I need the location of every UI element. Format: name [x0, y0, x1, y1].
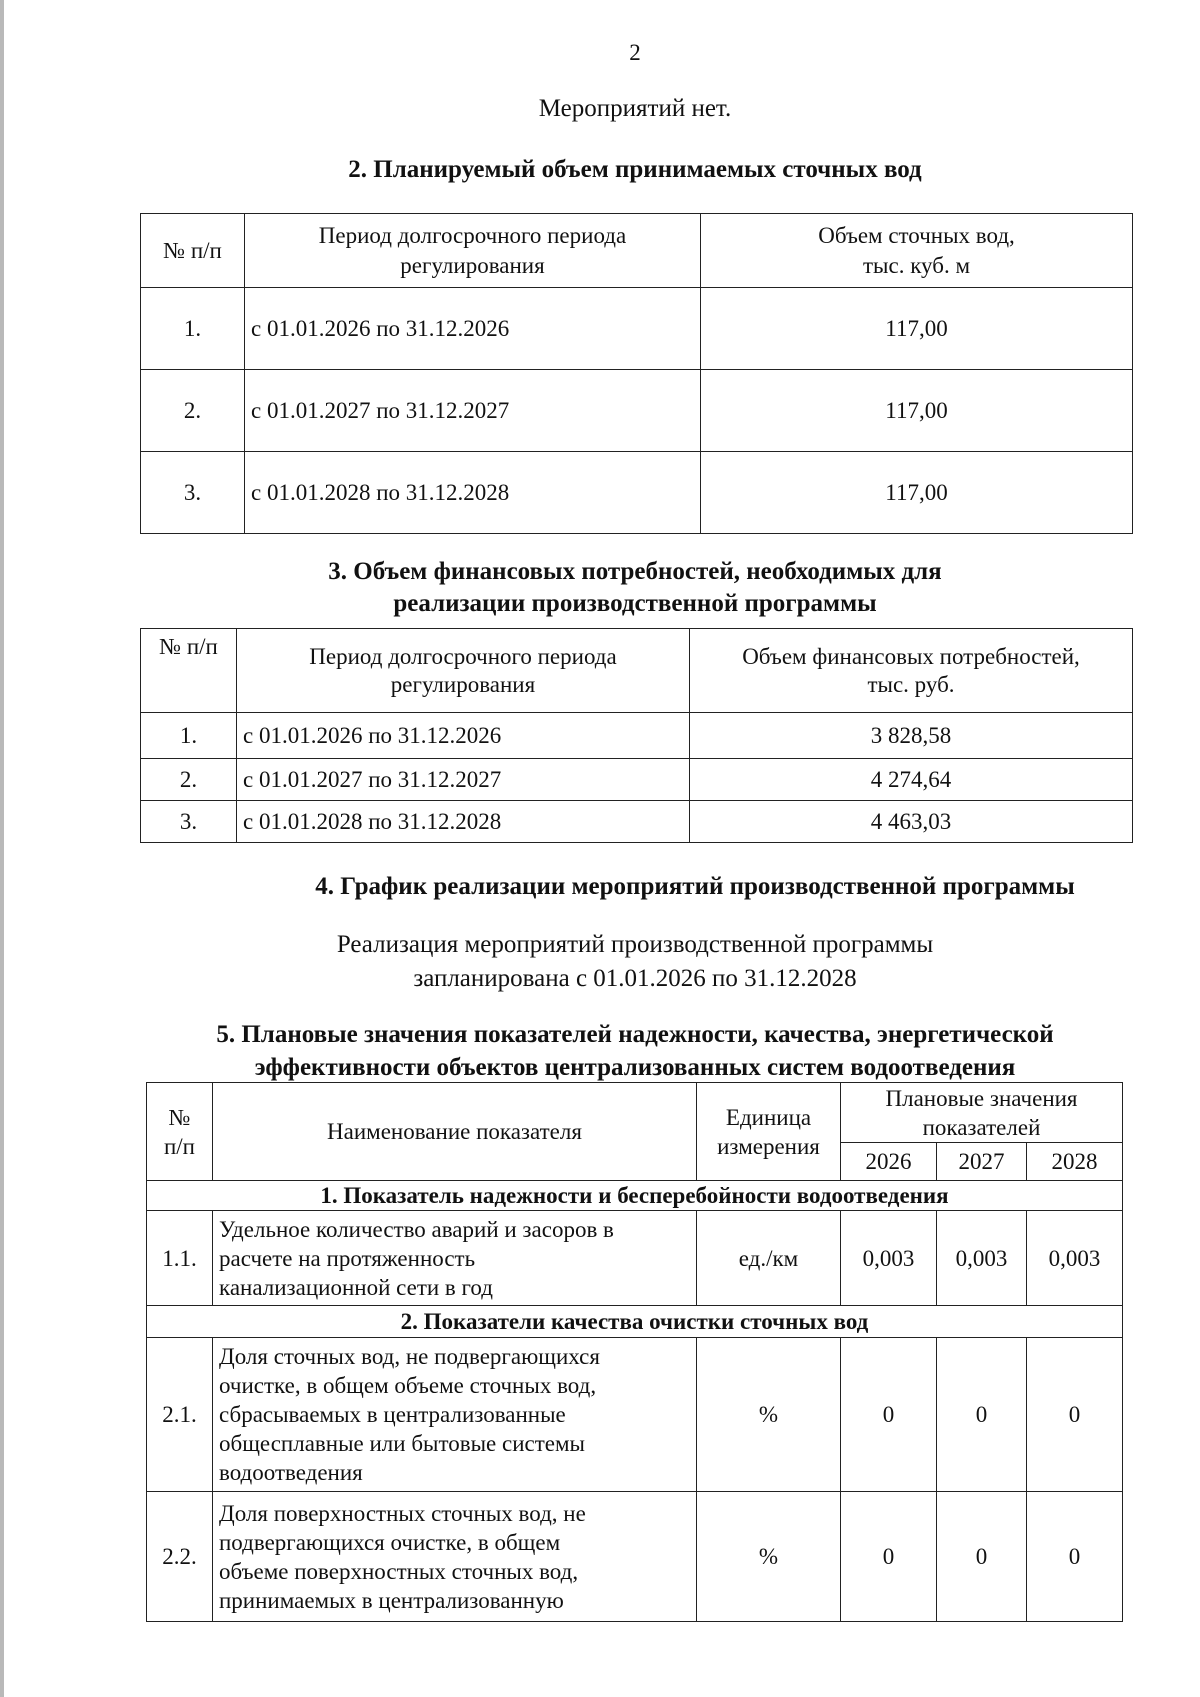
name-line: сбрасываемых в централизованные — [219, 1402, 566, 1427]
row-value: 3 828,58 — [690, 713, 1133, 759]
col-header-plan — [841, 1083, 1123, 1143]
row-period: с 01.01.2026 по 31.12.2026 — [245, 288, 701, 370]
header-line: тыс. куб. м — [862, 252, 970, 278]
financial-needs-table — [140, 628, 1133, 843]
row-num: 3. — [141, 801, 237, 843]
table-row — [141, 452, 1133, 534]
section5-title — [0, 1018, 1200, 1084]
table-row — [141, 759, 1133, 801]
row-value-2028: 0 — [1027, 1492, 1123, 1622]
table-header-row — [147, 1083, 1123, 1143]
name-line: объеме поверхностных сточных вод, — [219, 1558, 579, 1584]
title-line: реализации производственной программы — [393, 590, 877, 617]
row-indicator-name — [213, 1492, 697, 1622]
table-row — [141, 713, 1133, 759]
row-value-2027: 0 — [937, 1338, 1027, 1492]
header-line: № — [168, 1104, 191, 1130]
name-line: канализационной сети в год — [219, 1274, 493, 1300]
table-row — [147, 1338, 1123, 1492]
title-line: 5. Плановые значения показателей надежности, качества, энергетической — [216, 1021, 1054, 1048]
group-title-reliability: 1. Показатель надежности и бесперебойности водоотведения — [147, 1181, 1123, 1211]
table-row — [147, 1492, 1123, 1622]
no-measures-text: Мероприятий нет. — [538, 95, 732, 122]
row-value-2027: 0 — [937, 1492, 1027, 1622]
table-row — [141, 801, 1133, 843]
row-period: с 01.01.2028 по 31.12.2028 — [245, 452, 701, 534]
name-line: общесплавные или бытовые системы — [219, 1431, 585, 1456]
name-line: водоотведения — [219, 1460, 363, 1485]
row-value-2026: 0 — [841, 1338, 937, 1492]
row-value: 4 463,03 — [690, 801, 1133, 843]
text-line: запланирована с 01.01.2026 по 31.12.2028 — [413, 965, 857, 992]
table-row — [147, 1211, 1123, 1306]
row-num: 2. — [141, 759, 237, 801]
row-num: 2. — [141, 370, 245, 452]
row-value: 117,00 — [701, 452, 1133, 534]
title-line: 3. Объем финансовых потребностей, необходимых для — [328, 558, 942, 585]
text-line: Реализация мероприятий производственной программы — [336, 931, 934, 958]
row-value-2028: 0 — [1027, 1338, 1123, 1492]
header-line: Период долгосрочного периода — [318, 222, 627, 248]
section2-title: 2. Планируемый объем принимаемых сточных вод — [348, 156, 922, 183]
row-num: 2.2. — [147, 1492, 213, 1622]
col-header-period — [245, 214, 701, 288]
name-line: очистке, в общем объеме сточных вод, — [219, 1373, 597, 1398]
row-value-2027: 0,003 — [937, 1211, 1027, 1306]
header-line: п/п — [163, 1133, 195, 1159]
group-row — [147, 1306, 1123, 1338]
row-value-2028: 0,003 — [1027, 1211, 1123, 1306]
name-line: Доля сточных вод, не подвергающихся — [219, 1344, 600, 1369]
wastewater-volume-table — [140, 213, 1133, 534]
row-value-2026: 0 — [841, 1492, 937, 1622]
header-line: регулирования — [390, 671, 536, 697]
header-line: Единица — [725, 1104, 812, 1130]
scan-edge — [0, 0, 4, 1697]
col-header-name: Наименование показателя — [213, 1083, 697, 1181]
section4-text — [0, 928, 1200, 996]
title-line: эффективности объектов централизованных систем водоотведения — [254, 1054, 1016, 1081]
name-line: принимаемых в централизованную — [219, 1587, 564, 1613]
col-header-period — [237, 629, 690, 713]
row-unit: % — [697, 1338, 841, 1492]
header-line: Объем финансовых потребностей, — [742, 643, 1080, 669]
header-line: регулирования — [400, 252, 545, 278]
row-period: с 01.01.2028 по 31.12.2028 — [237, 801, 690, 843]
group-row — [147, 1181, 1123, 1211]
row-period: с 01.01.2027 по 31.12.2027 — [245, 370, 701, 452]
col-header-year: 2026 — [841, 1143, 937, 1181]
col-header-financial — [690, 629, 1133, 713]
row-num: 1.1. — [147, 1211, 213, 1306]
table-header-row — [141, 214, 1133, 288]
row-value: 117,00 — [701, 370, 1133, 452]
row-unit: ед./км — [697, 1211, 841, 1306]
row-indicator-name — [213, 1338, 697, 1492]
name-line: расчете на протяженность — [219, 1245, 476, 1271]
name-line: Доля поверхностных сточных вод, не — [219, 1500, 586, 1526]
col-header-year: 2028 — [1027, 1143, 1123, 1181]
row-num: 1. — [141, 713, 237, 759]
row-num: 2.1. — [147, 1338, 213, 1492]
header-line: Период долгосрочного периода — [309, 643, 617, 669]
group-title-quality: 2. Показатели качества очистки сточных вод — [147, 1306, 1123, 1338]
name-line: подвергающихся очистке, в общем — [219, 1529, 561, 1555]
name-line: Удельное количество аварий и засоров в — [219, 1216, 614, 1242]
header-line: Плановые значения — [885, 1085, 1078, 1111]
row-value-2026: 0,003 — [841, 1211, 937, 1306]
table-header-row — [141, 629, 1133, 713]
row-indicator-name — [213, 1211, 697, 1306]
header-line: тыс. руб. — [867, 671, 955, 697]
col-header-year: 2027 — [937, 1143, 1027, 1181]
col-header-num: № п/п — [141, 629, 237, 713]
col-header-volume — [701, 214, 1133, 288]
row-period: с 01.01.2026 по 31.12.2026 — [237, 713, 690, 759]
row-value: 4 274,64 — [690, 759, 1133, 801]
header-line: Объем сточных вод, — [818, 222, 1015, 248]
page-number: 2 — [629, 40, 641, 65]
row-num: 3. — [141, 452, 245, 534]
indicators-table — [146, 1082, 1123, 1622]
table-row — [141, 288, 1133, 370]
header-line: показателей — [922, 1114, 1041, 1140]
section4-title: 4. График реализации мероприятий производственной программы — [315, 873, 1075, 900]
section3-title — [0, 556, 1200, 620]
row-value: 117,00 — [701, 288, 1133, 370]
header-line: измерения — [717, 1133, 820, 1159]
col-header-unit — [697, 1083, 841, 1181]
col-header-num: № п/п — [141, 214, 245, 288]
row-unit: % — [697, 1492, 841, 1622]
col-header-num — [147, 1083, 213, 1181]
table-row — [141, 370, 1133, 452]
row-num: 1. — [141, 288, 245, 370]
row-period: с 01.01.2027 по 31.12.2027 — [237, 759, 690, 801]
